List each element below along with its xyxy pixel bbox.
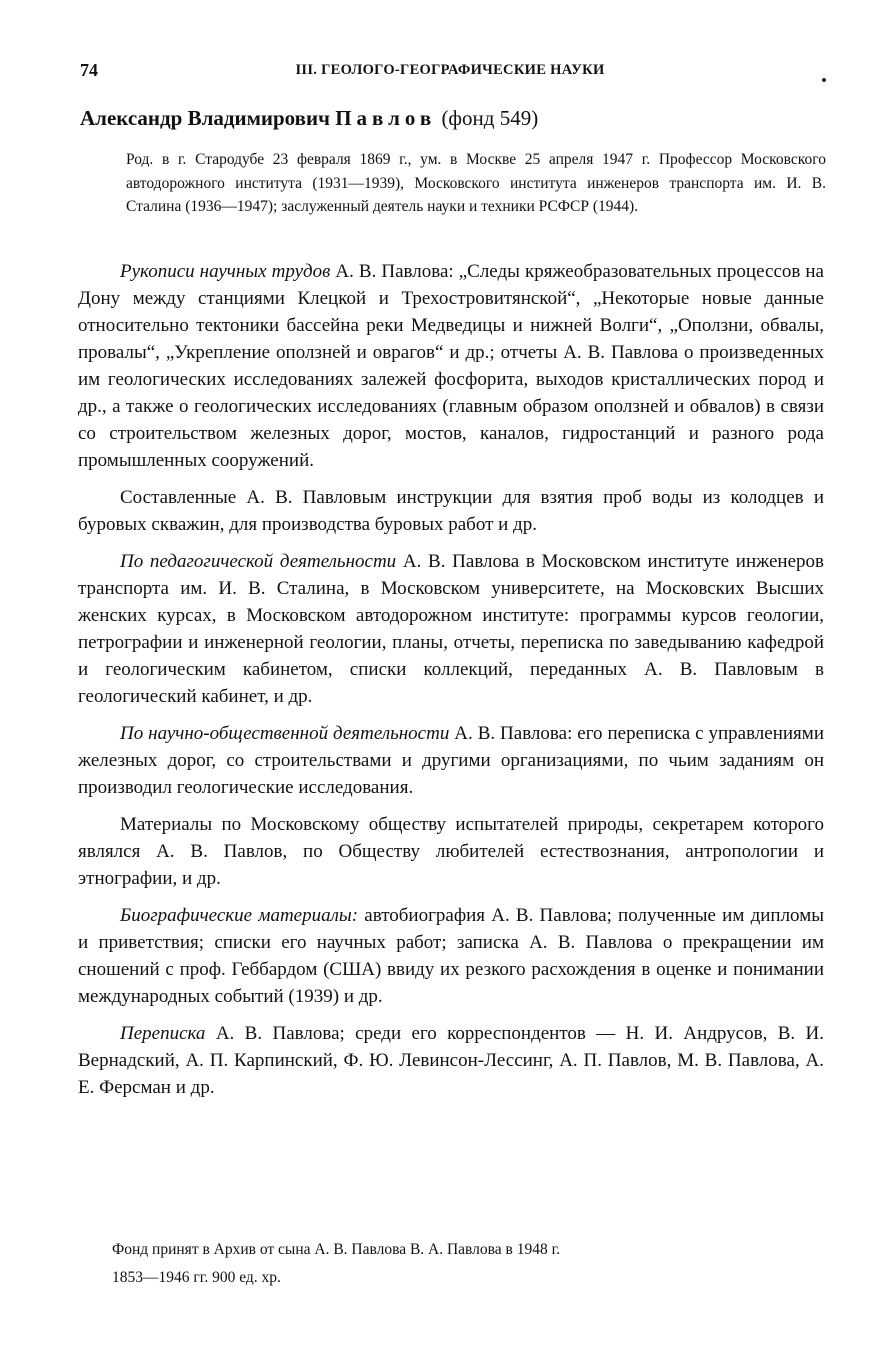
paragraph-biographical bbox=[78, 902, 824, 1010]
fund-number: (фонд 549) bbox=[441, 106, 539, 130]
paragraph-text: А. В. Павлова: его переписка с управлениями железных дорог, со строительствами и другими организациями, по чьим заданиям он производил геологические исследования. bbox=[78, 723, 824, 798]
fund-acquisition-note: Фонд принят в Архив от сына А. В. Павлова В. А. Павлова в 1948 г. bbox=[112, 1241, 561, 1258]
person-name: Александр Владимирович bbox=[80, 106, 330, 130]
page-header bbox=[80, 60, 820, 84]
paragraph-text: А. В. Павлова; среди его корреспондентов — Н. И. Андрусов, В. И. Вернадский, А. П. Карпинский, Ф. Ю. Левинсон-Лессинг, А. П. Павлов, М. В. Павлова, А. Е. Ферсман и др. bbox=[78, 1023, 824, 1098]
paragraph-manuscripts bbox=[78, 258, 824, 474]
paragraph-lead: Биографические материалы: bbox=[120, 905, 359, 926]
paragraph-lead: По научно-общественной деятельности bbox=[120, 723, 450, 744]
fund-footer bbox=[112, 1236, 812, 1292]
entry-title bbox=[80, 104, 820, 132]
running-head: III. ГЕОЛОГО-ГЕОГРАФИЧЕСКИЕ НАУКИ bbox=[295, 62, 605, 78]
page-number: 74 bbox=[80, 60, 98, 80]
biography-note: Род. в г. Стародубе 23 февраля 1869 г., ум. в Москве 25 апреля 1947 г. Профессор Московского автодорожного института (1931—1939), Московского института инженеров транспорта им. И. В. Сталина (1936—1947); заслуженный деятель науки и техники РСФСР (1944). bbox=[126, 151, 826, 215]
fund-extent-note: 1853—1946 гг. 900 ед. хр. bbox=[112, 1269, 281, 1286]
paragraph-public bbox=[78, 720, 824, 801]
paragraph-lead: Переписка bbox=[120, 1023, 206, 1044]
paragraph-correspondence bbox=[78, 1020, 824, 1101]
paragraph-text: автобиография А. В. Павлова; полученные им дипломы и приветствия; списки его научных работ; записка А. В. Павлова о прекращении им сношений с проф. Геббардом (США) ввиду их резкого расхождения в оценке и понимании международных событий (1939) и др. bbox=[78, 905, 824, 1007]
paragraph-lead: Рукописи научных трудов bbox=[120, 261, 331, 282]
paragraph-pedagogical bbox=[78, 548, 824, 710]
paragraph-text: Составленные А. В. Павловым инструкции для взятия проб воды из колодцев и буровых скважин, для производства буровых работ и др. bbox=[78, 487, 824, 535]
paragraph-instructions bbox=[78, 484, 824, 538]
paragraph-text: А. В. Павлова: „Следы кряжеобразовательных процессов на Дону между станциями Клецкой и Трехостровитянской“, „Некоторые новые данные относительно тектоники бассейна реки Медведицы и нижней Волги“, „Оползни, обвалы, провалы“, „Укрепление оползней и оврагов“ и др.; отчеты А. В. Павлова о произведенных им геологических исследованиях залежей фосфорита, выходов кристаллических пород и др., а также о геологических исследованиях (главным образом оползней и обвалов) в связи со строительством железных дорог, мостов, каналов, гидростанций и разного рода промышленных сооружений. bbox=[78, 261, 824, 471]
person-surname: Павлов bbox=[335, 106, 437, 130]
paragraph-text: Материалы по Московскому обществу испытателей природы, секретарем которого являлся А. В. Павлов, по Обществу любителей естествознания, антропологии и этнографии, и др. bbox=[78, 814, 824, 889]
ink-dot bbox=[822, 78, 826, 82]
paragraph-text: А. В. Павлова в Московском институте инженеров транспорта им. И. В. Сталина, в Московском университете, на Московских Высших женских курсах, в Московском автодорожном институте: программы курсов геологии, петрографии и инженерной геологии, планы, отчеты, переписка по заведыванию кафедрой и геологическим кабинетом, списки коллекций, переданных А. В. Павловым в геологический кабинет, и др. bbox=[78, 551, 825, 707]
paragraph-societies bbox=[78, 811, 824, 892]
paragraph-lead: По педагогической деятельности bbox=[120, 551, 397, 572]
entry-body bbox=[78, 258, 824, 1111]
